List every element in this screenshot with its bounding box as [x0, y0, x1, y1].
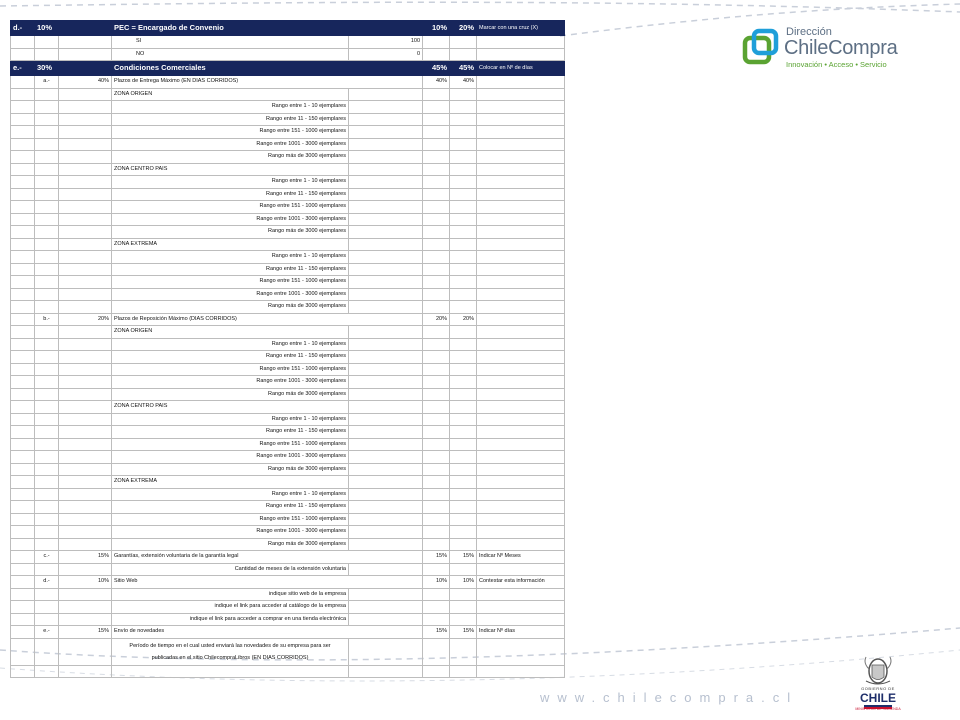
range-label: Rango entre 11 - 150 ejemplares [112, 426, 349, 439]
item-id: a.- [35, 76, 59, 89]
range-input [349, 338, 423, 351]
item-note: Indicar Nº Meses [477, 551, 565, 564]
evaluation-criteria-table [10, 20, 565, 678]
range-input [349, 388, 423, 401]
range-label: Rango entre 151 - 1000 ejemplares [112, 363, 349, 376]
range-input [349, 101, 423, 114]
section-weight: 30% [35, 61, 59, 76]
range-label: Rango entre 151 - 1000 ejemplares [112, 513, 349, 526]
gov-label-top: GOBIERNO DE [861, 686, 895, 691]
sub-item-label: Cantidad de meses de la extensión voluntaria [112, 563, 349, 576]
table-row [11, 88, 565, 101]
zone-label: ZONA CENTRO PAIS [112, 401, 349, 414]
zone-label: ZONA EXTREMA [112, 476, 349, 489]
range-input [349, 263, 423, 276]
section-header-row [11, 61, 565, 76]
range-input [349, 538, 423, 551]
range-input [349, 463, 423, 476]
section-title: Condiciones Comerciales [112, 61, 423, 76]
item-pct: 15% [450, 626, 477, 639]
table-row [11, 588, 565, 601]
range-label: Rango más de 3000 ejemplares [112, 388, 349, 401]
range-input [349, 363, 423, 376]
table-row [11, 513, 565, 526]
range-label: Rango más de 3000 ejemplares [112, 226, 349, 239]
range-label: Rango entre 11 - 150 ejemplares [112, 351, 349, 364]
table-row [11, 351, 565, 364]
range-input [349, 113, 423, 126]
item-title: Sitio Web [112, 576, 423, 589]
item-pct: 10% [450, 576, 477, 589]
range-input [349, 176, 423, 189]
range-input [349, 451, 423, 464]
item-pct: 20% [423, 313, 450, 326]
section-pct: 10% [423, 21, 450, 36]
table-row [11, 451, 565, 464]
range-input [349, 213, 423, 226]
range-label: Rango entre 11 - 150 ejemplares [112, 113, 349, 126]
item-id: d.- [35, 576, 59, 589]
table-row [11, 576, 565, 589]
range-input [349, 488, 423, 501]
section-weight: 10% [35, 21, 59, 36]
range-label: Rango entre 1001 - 3000 ejemplares [112, 213, 349, 226]
section-header-row [11, 21, 565, 36]
table-row [11, 48, 565, 61]
range-input [349, 301, 423, 314]
table-row [11, 338, 565, 351]
range-input [349, 376, 423, 389]
table-row [11, 613, 565, 626]
option-label: NO [112, 48, 349, 61]
table-row [11, 36, 565, 49]
item-pct: 20% [450, 313, 477, 326]
range-label: Rango entre 1001 - 3000 ejemplares [112, 138, 349, 151]
section-id: d.- [11, 21, 35, 36]
range-label: Rango entre 1 - 10 ejemplares [112, 101, 349, 114]
item-pct: 15% [450, 551, 477, 564]
website-url[interactable]: www.chilecompra.cl [540, 690, 799, 705]
table-row [11, 551, 565, 564]
range-input [349, 276, 423, 289]
range-label: Rango entre 1 - 10 ejemplares [112, 338, 349, 351]
range-label: Rango entre 151 - 1000 ejemplares [112, 438, 349, 451]
range-label: Rango entre 151 - 1000 ejemplares [112, 276, 349, 289]
section-pct: 45% [423, 61, 450, 76]
range-label: Rango entre 1 - 10 ejemplares [112, 176, 349, 189]
sub-item-label: indique el link para acceder al catálogo de la empresa [112, 601, 349, 614]
range-input [349, 188, 423, 201]
option-label: SI [112, 36, 349, 49]
logo-brand-text: ChileCompra [784, 37, 898, 59]
sub-item-label: indique sitio web de la empresa [112, 588, 349, 601]
table-row [11, 376, 565, 389]
sub-item-line: Período de tiempo en el cual usted enviará las novedades de su empresa para ser [129, 642, 331, 649]
section-id: e.- [11, 61, 35, 76]
item-pct: 15% [423, 626, 450, 639]
range-label: Rango entre 11 - 150 ejemplares [112, 188, 349, 201]
range-input [349, 413, 423, 426]
range-input [349, 138, 423, 151]
item-weight: 20% [59, 313, 112, 326]
range-input [349, 126, 423, 139]
range-input [349, 251, 423, 264]
item-title: Garantías, extensión voluntaria de la garantía legal [112, 551, 423, 564]
item-note: Contestar esta información [477, 576, 565, 589]
logo-tagline: Innovación • Acceso • Servicio [786, 60, 887, 69]
item-weight: 15% [59, 626, 112, 639]
range-label: Rango entre 11 - 150 ejemplares [112, 263, 349, 276]
range-label: Rango entre 1001 - 3000 ejemplares [112, 288, 349, 301]
table-row [11, 276, 565, 289]
item-pct: 40% [423, 76, 450, 89]
range-input [349, 426, 423, 439]
item-weight: 40% [59, 76, 112, 89]
section-pct: 45% [450, 61, 477, 76]
range-label: Rango entre 1 - 10 ejemplares [112, 251, 349, 264]
option-value: 0 [349, 48, 423, 61]
table-row [11, 113, 565, 126]
sub-item-label [112, 638, 349, 665]
table-row [11, 526, 565, 539]
range-input [349, 501, 423, 514]
table-row [11, 363, 565, 376]
table-row [11, 263, 565, 276]
zone-label: ZONA ORIGEN [112, 88, 349, 101]
range-label: Rango entre 1 - 10 ejemplares [112, 413, 349, 426]
table-row [11, 326, 565, 339]
range-label: Rango más de 3000 ejemplares [112, 301, 349, 314]
item-id: b.- [35, 313, 59, 326]
table-row [11, 438, 565, 451]
table-row [11, 138, 565, 151]
range-input [349, 201, 423, 214]
table-row [11, 501, 565, 514]
table-row [11, 388, 565, 401]
table-row [11, 563, 565, 576]
section-pct: 20% [450, 21, 477, 36]
table-row [11, 126, 565, 139]
section-note: Colocar en Nº de días [477, 61, 565, 76]
table-row [11, 401, 565, 414]
range-label: Rango entre 1001 - 3000 ejemplares [112, 526, 349, 539]
table-row [11, 188, 565, 201]
range-label: Rango más de 3000 ejemplares [112, 538, 349, 551]
range-input [349, 513, 423, 526]
range-label: Rango más de 3000 ejemplares [112, 151, 349, 164]
zone-label: ZONA EXTREMA [112, 238, 349, 251]
table-row [11, 476, 565, 489]
table-row [11, 251, 565, 264]
sub-item-label: indique el link para acceder a comprar en una tienda electrónica [112, 613, 349, 626]
zone-label: ZONA ORIGEN [112, 326, 349, 339]
table-row [11, 313, 565, 326]
item-pct: 40% [450, 76, 477, 89]
range-label: Rango entre 1001 - 3000 ejemplares [112, 376, 349, 389]
range-label: Rango más de 3000 ejemplares [112, 463, 349, 476]
table-row [11, 426, 565, 439]
table-row [11, 238, 565, 251]
range-label: Rango entre 151 - 1000 ejemplares [112, 126, 349, 139]
range-input [349, 288, 423, 301]
table-row [11, 301, 565, 314]
chilecompra-logo [742, 24, 912, 74]
item-id: c.- [35, 551, 59, 564]
table-row [11, 176, 565, 189]
sub-item-line: publicadas en el sitio ChilecompraLibros (EN DIAS CORRIDOS) [151, 654, 309, 661]
option-value: 100 [349, 36, 423, 49]
item-title: Envío de novedades [112, 626, 423, 639]
item-pct: 10% [423, 576, 450, 589]
gov-label-ministry: MINISTERIO DE HACIENDA [855, 707, 901, 711]
chilecompra-mark-icon [742, 28, 782, 72]
item-weight: 15% [59, 551, 112, 564]
range-label: Rango entre 1001 - 3000 ejemplares [112, 451, 349, 464]
item-id: e.- [35, 626, 59, 639]
table-row [11, 101, 565, 114]
range-input [349, 438, 423, 451]
table-row [11, 601, 565, 614]
range-input [349, 351, 423, 364]
item-title: Plazos de Reposición Máximo (DIAS CORRIDOS) [112, 313, 423, 326]
table-row [11, 538, 565, 551]
table-row [11, 665, 565, 678]
table-row [11, 76, 565, 89]
item-note: Indicar Nº días [477, 626, 565, 639]
table-row [11, 413, 565, 426]
table-row [11, 201, 565, 214]
range-input [349, 226, 423, 239]
zone-label: ZONA CENTRO PAIS [112, 163, 349, 176]
table-row [11, 288, 565, 301]
table-row [11, 638, 565, 665]
range-label: Rango entre 1 - 10 ejemplares [112, 488, 349, 501]
table-row [11, 163, 565, 176]
item-weight: 10% [59, 576, 112, 589]
table-row [11, 463, 565, 476]
table-row [11, 488, 565, 501]
table-row [11, 626, 565, 639]
table-row [11, 213, 565, 226]
logo-small-text: Dirección [786, 26, 832, 38]
gov-label-chile: CHILE [860, 691, 896, 705]
range-input [349, 151, 423, 164]
item-title: Plazos de Entrega Máximo (EN DIAS CORRIDOS) [112, 76, 423, 89]
section-title: PEC = Encargado de Convenio [112, 21, 423, 36]
item-pct: 15% [423, 551, 450, 564]
section-note: Marcar con una cruz (X) [477, 21, 565, 36]
table-row [11, 226, 565, 239]
range-label: Rango entre 151 - 1000 ejemplares [112, 201, 349, 214]
range-input [349, 526, 423, 539]
table-row [11, 151, 565, 164]
range-label: Rango entre 11 - 150 ejemplares [112, 501, 349, 514]
